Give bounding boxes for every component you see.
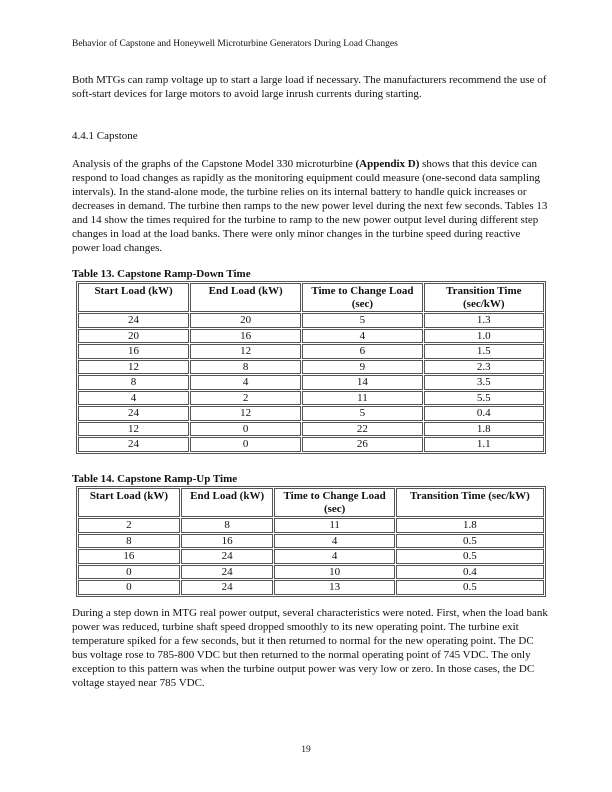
table13-header-start-load: Start Load (kW) bbox=[78, 283, 189, 312]
table14-cell: 1.8 bbox=[396, 518, 544, 533]
table13-cell: 5 bbox=[302, 313, 422, 328]
table13-cell: 4 bbox=[190, 375, 301, 390]
running-header: Behavior of Capstone and Honeywell Microturbine Generators During Load Changes bbox=[72, 39, 398, 49]
table-row bbox=[78, 437, 544, 452]
analysis-text-part2: shows that this device can respond to load changes as rapidly as the monitoring equipment could measure (one-second data sampling intervals). In the stand-alone mode, the turbine relies on its internal battery to handle quick increases or decreases in demand. The turbine then ramps to the new power level during the next few seconds. Tables 13 and 14 show the times required for the turbine to ramp to the new power output level during different step changes in load at the load banks. There were only minor changes in the turbine speed during reactive power load changes. bbox=[72, 158, 548, 254]
table13-cell: 12 bbox=[190, 344, 301, 359]
table13-cell: 14 bbox=[302, 375, 422, 390]
table13-cell: 24 bbox=[78, 406, 189, 421]
analysis-paragraph bbox=[72, 157, 550, 255]
table-row bbox=[78, 565, 544, 580]
table14-cell: 11 bbox=[274, 518, 394, 533]
table13-cell: 0.4 bbox=[424, 406, 544, 421]
table13-header-row bbox=[78, 283, 544, 312]
table-row bbox=[78, 549, 544, 564]
table13-cell: 1.5 bbox=[424, 344, 544, 359]
table14-cell: 4 bbox=[274, 534, 394, 549]
table14-header-row bbox=[78, 488, 544, 517]
table14-header-end-load: End Load (kW) bbox=[181, 488, 274, 517]
table13-cell: 0 bbox=[190, 422, 301, 437]
table14-caption: Table 14. Capstone Ramp-Up Time bbox=[72, 473, 238, 485]
table13-cell: 8 bbox=[78, 375, 189, 390]
table-row bbox=[78, 518, 544, 533]
table14-cell: 2 bbox=[78, 518, 180, 533]
table14-cell: 13 bbox=[274, 580, 394, 595]
table14-cell: 0.5 bbox=[396, 580, 544, 595]
table13-cell: 5 bbox=[302, 406, 422, 421]
table13-cell: 12 bbox=[78, 422, 189, 437]
table13-cell: 16 bbox=[78, 344, 189, 359]
table-row bbox=[78, 360, 544, 375]
table14-cell: 0.4 bbox=[396, 565, 544, 580]
table13-ramp-down bbox=[76, 281, 546, 454]
table14-cell: 4 bbox=[274, 549, 394, 564]
table13-cell: 0 bbox=[190, 437, 301, 452]
table13-cell: 2 bbox=[190, 391, 301, 406]
table13-cell: 11 bbox=[302, 391, 422, 406]
table13-cell: 12 bbox=[190, 406, 301, 421]
table14-cell: 24 bbox=[181, 549, 274, 564]
page-number: 19 bbox=[301, 745, 311, 755]
table14-cell: 24 bbox=[181, 565, 274, 580]
table13-cell: 9 bbox=[302, 360, 422, 375]
table13-cell: 1.3 bbox=[424, 313, 544, 328]
table13-cell: 12 bbox=[78, 360, 189, 375]
table13-body bbox=[78, 313, 544, 452]
table14-ramp-up bbox=[76, 486, 546, 597]
table13-cell: 22 bbox=[302, 422, 422, 437]
table13-cell: 20 bbox=[190, 313, 301, 328]
table14-cell: 16 bbox=[181, 534, 274, 549]
table13-header-end-load: End Load (kW) bbox=[190, 283, 301, 312]
table13-cell: 16 bbox=[190, 329, 301, 344]
table13-cell: 26 bbox=[302, 437, 422, 452]
table14-cell: 24 bbox=[181, 580, 274, 595]
table13-cell: 8 bbox=[190, 360, 301, 375]
table14-body bbox=[78, 518, 544, 595]
table13-cell: 1.1 bbox=[424, 437, 544, 452]
table13-header-time-to-change: Time to Change Load (sec) bbox=[302, 283, 422, 312]
table13-cell: 20 bbox=[78, 329, 189, 344]
table13-cell: 2.3 bbox=[424, 360, 544, 375]
intro-paragraph: Both MTGs can ramp voltage up to start a large load if necessary. The manufacturers recommend the use of soft-start devices for large motors to avoid large inrush currents during starting. bbox=[72, 74, 547, 100]
analysis-text-part1: Analysis of the graphs of the Capstone Model 330 microturbine bbox=[72, 158, 356, 170]
table13-cell: 24 bbox=[78, 437, 189, 452]
table14-cell: 0.5 bbox=[396, 549, 544, 564]
table-row bbox=[78, 580, 544, 595]
table13-header-transition-time: Transition Time (sec/kW) bbox=[424, 283, 544, 312]
table13-cell: 1.0 bbox=[424, 329, 544, 344]
table-row bbox=[78, 329, 544, 344]
table-row bbox=[78, 344, 544, 359]
table13-caption: Table 13. Capstone Ramp-Down Time bbox=[72, 268, 251, 280]
table13-cell: 4 bbox=[78, 391, 189, 406]
table13-cell: 24 bbox=[78, 313, 189, 328]
table14-cell: 0 bbox=[78, 580, 180, 595]
appendix-reference: (Appendix D) bbox=[355, 158, 420, 170]
table-row bbox=[78, 391, 544, 406]
table14-header-time-to-change: Time to Change Load (sec) bbox=[274, 488, 394, 517]
table-row bbox=[78, 375, 544, 390]
table13-cell: 3.5 bbox=[424, 375, 544, 390]
table14-header-start-load: Start Load (kW) bbox=[78, 488, 180, 517]
table-row bbox=[78, 313, 544, 328]
table14-cell: 0 bbox=[78, 565, 180, 580]
table13-cell: 6 bbox=[302, 344, 422, 359]
table14-cell: 8 bbox=[181, 518, 274, 533]
table13-cell: 1.8 bbox=[424, 422, 544, 437]
section-heading: 4.4.1 Capstone bbox=[72, 130, 138, 142]
table-row bbox=[78, 422, 544, 437]
table14-header-transition-time: Transition Time (sec/kW) bbox=[396, 488, 544, 517]
table14-cell: 0.5 bbox=[396, 534, 544, 549]
table13-cell: 5.5 bbox=[424, 391, 544, 406]
table13-cell: 4 bbox=[302, 329, 422, 344]
closing-paragraph: During a step down in MTG real power output, several characteristics were noted. First, when the load bank power was reduced, turbine shaft speed dropped smoothly to its new operating point. The turbine exit temperature spiked for a few seconds, but it then returned to normal for the new operating point. The DC bus voltage rose to 785-800 VDC but then returned to the normal operating point of 745 VDC. The only exception to this pattern was when the turbine output power was very low or zero. In those cases, the DC voltage stayed near 785 VDC. bbox=[72, 607, 548, 689]
table-row bbox=[78, 534, 544, 549]
table-row bbox=[78, 406, 544, 421]
table14-cell: 8 bbox=[78, 534, 180, 549]
table14-cell: 10 bbox=[274, 565, 394, 580]
table14-cell: 16 bbox=[78, 549, 180, 564]
